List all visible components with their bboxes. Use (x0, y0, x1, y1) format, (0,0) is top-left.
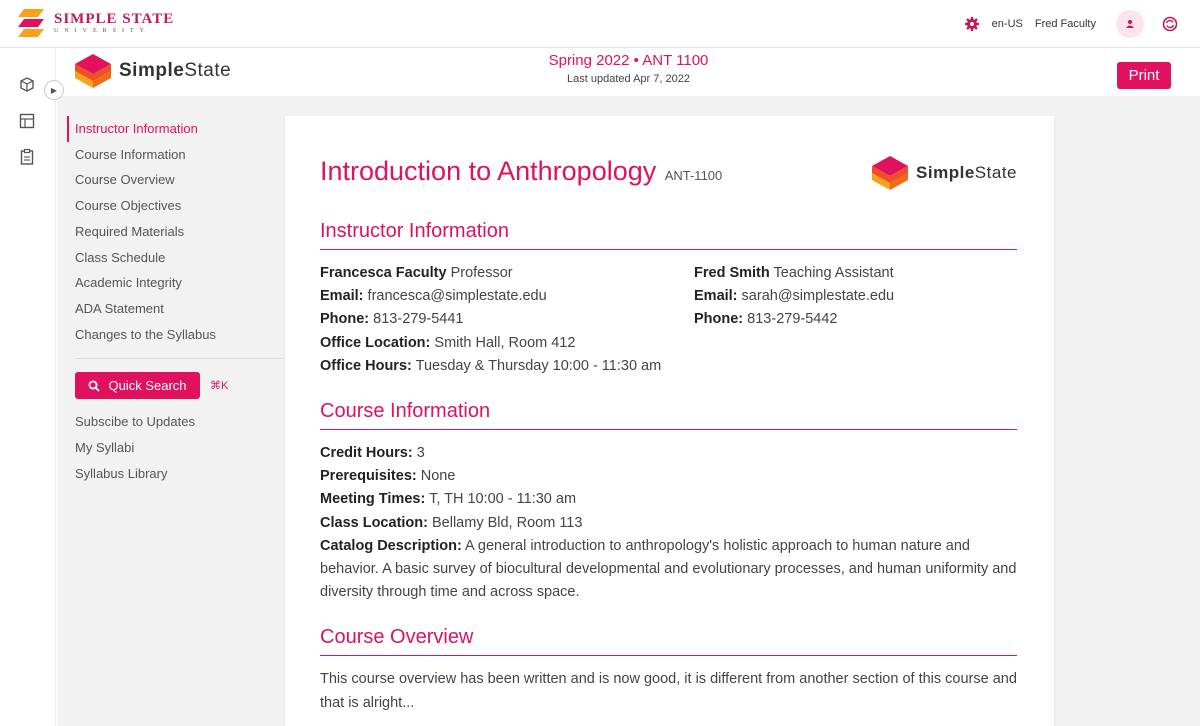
nav-divider (75, 358, 283, 359)
nav-item-academic-integrity[interactable]: Academic Integrity (75, 275, 182, 291)
instructor-email[interactable]: francesca@simplestate.edu (367, 288, 547, 305)
email-label: Email: (320, 288, 364, 305)
expand-rail-button[interactable] (44, 80, 64, 100)
nav-item-class-schedule[interactable]: Class Schedule (75, 249, 166, 265)
course-title: Introduction to Anthropology (320, 156, 657, 186)
ta-phone: 813-279-5442 (747, 311, 838, 328)
doc-brand-light: State (974, 163, 1017, 182)
print-button[interactable]: Print (1117, 62, 1171, 89)
ta-card (694, 262, 894, 378)
course-code: ANT-1100 (664, 168, 723, 183)
email-label: Email: (694, 288, 738, 305)
ta-email[interactable]: sarah@simplestate.edu (741, 288, 895, 305)
avatar[interactable] (1116, 10, 1144, 38)
hours-label: Office Hours: (320, 357, 412, 374)
location-label: Class Location: (320, 514, 428, 531)
ta-name: Fred Smith (694, 265, 770, 281)
main-area (57, 48, 1200, 726)
cube-icon[interactable] (18, 76, 36, 94)
gear-icon[interactable] (964, 16, 980, 32)
term-title: Spring 2022 • ANT 1100 (548, 52, 709, 69)
course-info (320, 442, 1017, 604)
class-location: Bellamy Bld, Room 113 (432, 514, 583, 531)
ta-role: Teaching Assistant (773, 265, 894, 281)
quick-search-shortcut: ⌘K (210, 380, 229, 393)
phone-label: Phone: (320, 311, 370, 328)
nav-link-my-syllabi[interactable]: My Syllabi (75, 440, 135, 456)
nav-link-syllabus-library[interactable]: Syllabus Library (75, 465, 168, 481)
person-icon (1125, 19, 1135, 29)
course-info-heading: Course Information (320, 400, 1017, 430)
instructor-heading: Instructor Information (320, 220, 1017, 250)
document-logo (870, 156, 1017, 190)
meeting-label: Meeting Times: (320, 491, 426, 508)
left-rail (0, 48, 56, 726)
brand-name-light: State (184, 60, 232, 81)
university-subtitle: UNIVERSITY (54, 28, 150, 34)
instructor-name: Francesca Faculty (320, 265, 447, 281)
office-label: Office Location: (320, 334, 431, 351)
nav-item-course-overview[interactable]: Course Overview (75, 172, 175, 188)
meeting-times: T, TH 10:00 - 11:30 am (429, 491, 577, 508)
clipboard-icon[interactable] (18, 148, 36, 166)
syllabus-header (57, 48, 1200, 96)
university-name: SIMPLE STATE (54, 11, 175, 27)
nav-link-subscribe[interactable]: Subscibe to Updates (75, 414, 195, 430)
search-icon (88, 380, 100, 392)
instructor-office: Smith Hall, Room 412 (434, 334, 576, 351)
prereq-label: Prerequisites: (320, 468, 417, 485)
university-logo[interactable] (18, 9, 174, 37)
course-overview-heading: Course Overview (320, 626, 1017, 656)
refresh-icon[interactable] (1162, 16, 1178, 32)
locale-selector[interactable]: en-US (991, 18, 1023, 30)
nav-item-changes-to-syllabus[interactable]: Changes to the Syllabus (75, 326, 216, 342)
instructor-role: Professor (450, 265, 513, 281)
last-updated: Last updated Apr 7, 2022 (567, 73, 690, 85)
catalog-description: A general introduction to anthropology's holistic approach to human nature and behavior. A basic survey of biocultural developmental and evolutionary processes, and human uniformity and diversity through time and across space. (320, 537, 1017, 601)
university-logo-mark (18, 9, 44, 37)
doc-brand-bold: Simple (916, 163, 975, 182)
credit-label: Credit Hours: (320, 445, 413, 462)
chevron-right-icon: ▶ (50, 85, 58, 95)
nav-item-instructor-information[interactable]: Instructor Information (67, 116, 285, 142)
brand-name-bold: Simple (119, 60, 185, 81)
nav-item-course-objectives[interactable]: Course Objectives (75, 198, 182, 214)
phone-label: Phone: (694, 311, 744, 328)
syllabus-nav (67, 116, 285, 486)
nav-item-ada-statement[interactable]: ADA Statement (75, 300, 164, 316)
credit-hours: 3 (416, 445, 425, 462)
nav-item-course-information[interactable]: Course Information (75, 146, 186, 162)
nav-item-required-materials[interactable]: Required Materials (75, 223, 185, 239)
top-bar (0, 0, 1200, 48)
instructor-hours: Tuesday & Thursday 10:00 - 11:30 am (415, 357, 662, 374)
prerequisites: None (420, 468, 456, 485)
course-overview-text: This course overview has been written and is now good, it is different from another section of this course and that is alright... (320, 671, 1017, 711)
instructor-card (320, 262, 694, 378)
quick-search-label: Quick Search (108, 378, 187, 394)
quick-search-button[interactable] (75, 372, 200, 399)
catalog-label: Catalog Description: (320, 537, 462, 554)
layout-icon[interactable] (18, 112, 36, 130)
user-name[interactable]: Fred Faculty (1034, 18, 1096, 30)
simplestate-logo-mark (870, 156, 910, 190)
syllabus-document (285, 116, 1054, 726)
instructor-phone: 813-279-5441 (373, 311, 464, 328)
